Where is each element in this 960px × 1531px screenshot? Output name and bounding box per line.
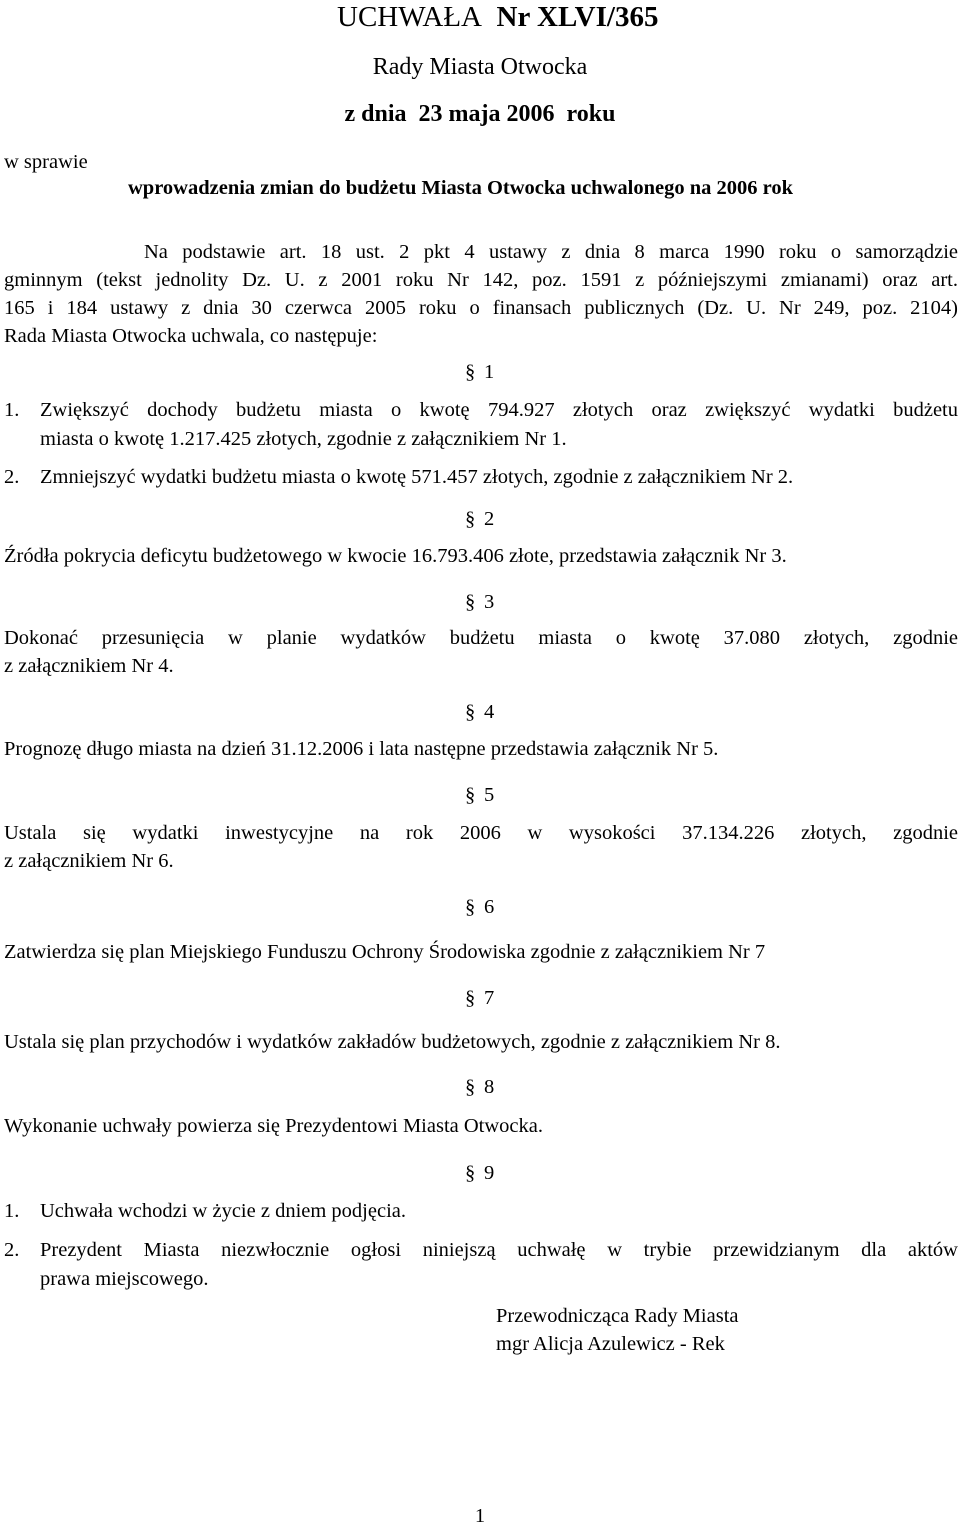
section-5-line-1: Ustala się wydatki inwestycyjne na rok 2006 w wysokości 37.134.226 złotych, zgodnie bbox=[4, 822, 958, 844]
title-number: Nr XLVI/365 bbox=[496, 1, 659, 33]
list-item: 2. Zmniejszyć wydatki budżetu miasta o kwotę 571.457 złotych, zgodnie z załącznikiem Nr 2. bbox=[4, 466, 794, 488]
page-number: 1 bbox=[474, 1505, 486, 1527]
preamble-line-1: Na podstawie art. 18 ust. 2 pkt 4 ustawy z dnia 8 marca 1990 roku o samorządzie bbox=[144, 241, 958, 263]
section-3-line-1: Dokonać przesunięcia w planie wydatków budżetu miasta o kwotę 37.080 złotych, zgodnie bbox=[4, 627, 958, 649]
section-3-line-2: z załącznikiem Nr 4. bbox=[4, 655, 174, 677]
signature-role: Przewodnicząca Rady Miasta bbox=[496, 1305, 739, 1327]
section-6-text: Zatwierdza się plan Miejskiego Funduszu Ochrony Środowiska zgodnie z załącznikiem Nr 7 bbox=[4, 941, 766, 963]
list-item: 2. Prezydent Miasta niezwłocznie ogłosi niniejszą uchwałę w trybie przewidzianym dla aktów prawa miejscowego. bbox=[4, 1239, 958, 1290]
subject-label: w sprawie bbox=[4, 151, 88, 173]
title-prefix: UCHWAŁA bbox=[337, 1, 482, 33]
section-5-line-2: z załącznikiem Nr 6. bbox=[4, 850, 174, 872]
section-7-text: Ustala się plan przychodów i wydatków zakładów budżetowych, zgodnie z załącznikiem Nr 8. bbox=[4, 1031, 781, 1053]
subject-text: wprowadzenia zmian do budżetu Miasta Otwocka uchwalonego na 2006 rok bbox=[128, 177, 793, 199]
preamble-line-3: 165 i 184 ustawy z dnia 30 czerwca 2005 roku o finansach publicznych (Dz. U. Nr 249, poz. 2104) bbox=[4, 297, 958, 319]
preamble-line-4: Rada Miasta Otwocka uchwala, co następuje: bbox=[4, 325, 378, 347]
list-item: 1. Zwiększyć dochody budżetu miasta o kwotę 794.927 złotych oraz zwiększyć wydatki budżetu miasta o kwotę 1.217.425 złotych, zgodnie z załącznikiem Nr 1. bbox=[4, 399, 958, 450]
preamble-line-2: gminnym (tekst jednolity Dz. U. z 2001 roku Nr 142, poz. 1591 z późniejszymi zmianami) oraz art. bbox=[4, 269, 958, 291]
section-4-text: Prognozę długo miasta na dzień 31.12.2006 i lata następne przedstawia załącznik Nr 5. bbox=[4, 738, 719, 760]
resolution-date: z dnia 23 maja 2006 roku bbox=[344, 101, 616, 127]
list-item: 1. Uchwała wchodzi w życie z dniem podjęcia. bbox=[4, 1200, 406, 1222]
issuer: Rady Miasta Otwocka bbox=[372, 54, 588, 80]
signature-name: mgr Alicja Azulewicz - Rek bbox=[496, 1333, 725, 1355]
section-2-text: Źródła pokrycia deficytu budżetowego w kwocie 16.793.406 złote, przedstawia załącznik Nr 3. bbox=[4, 545, 787, 567]
section-8-text: Wykonanie uchwały powierza się Prezydentowi Miasta Otwocka. bbox=[4, 1115, 543, 1137]
document-title bbox=[337, 0, 658, 34]
